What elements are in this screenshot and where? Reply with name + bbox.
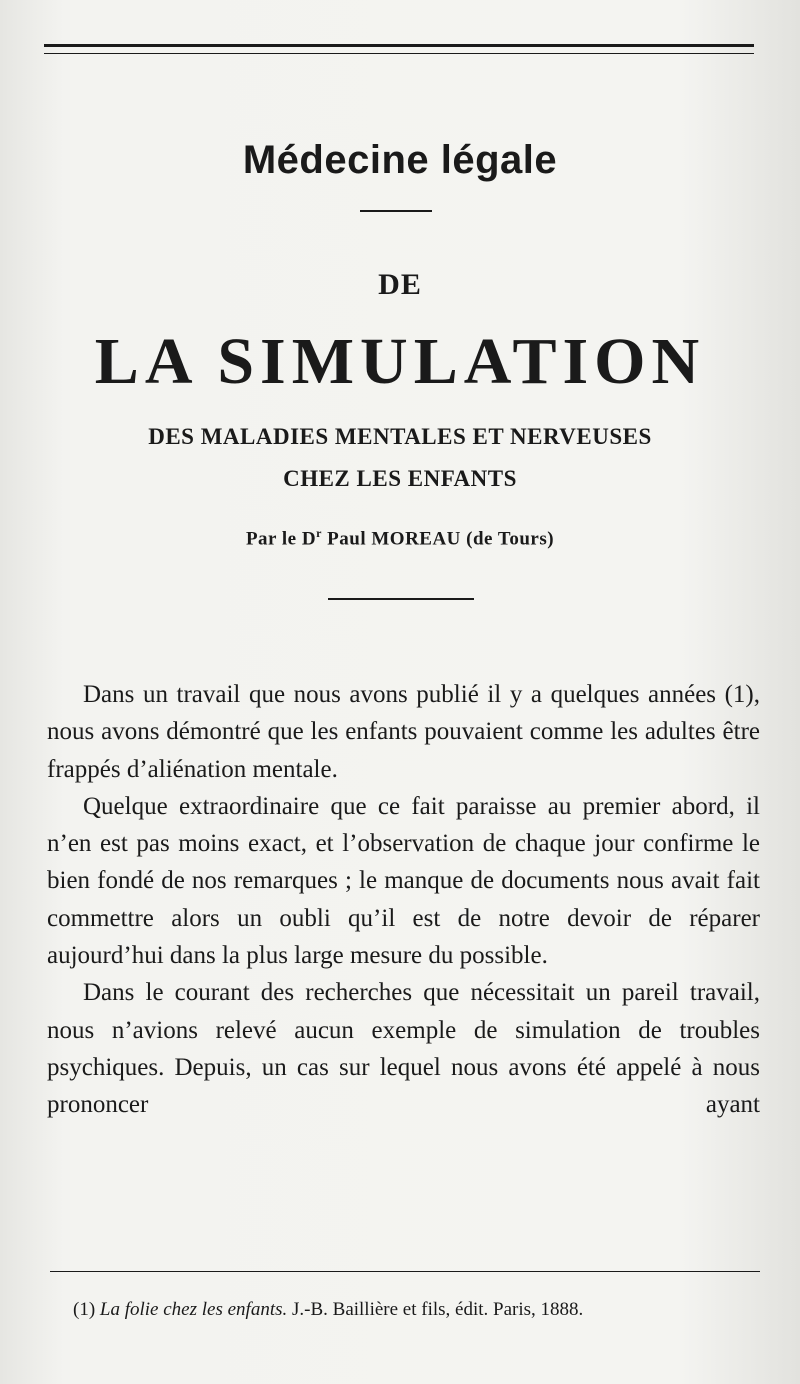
byline-superscript: r: [316, 526, 322, 540]
header-double-rule: [44, 44, 754, 54]
footnote-rule: [50, 1271, 760, 1272]
main-title: LA SIMULATION: [94, 325, 706, 398]
byline-prefix: Par le D: [245, 528, 317, 550]
subtitle-line-2: CHEZ LES ENFANTS: [283, 466, 517, 491]
footnote: [51, 1297, 761, 1323]
article-body: [47, 676, 760, 1124]
author-byline: [0, 526, 800, 550]
title-connector: DE: [378, 268, 422, 301]
byline-author: Paul MOREAU (de Tours): [321, 528, 555, 550]
title-separator-rule: [360, 210, 432, 212]
byline-separator-rule: [328, 598, 474, 600]
paragraph: Dans un travail que nous avons publié il y a quelques années (1), nous avons démontré que les enfants pouvaient comme les adultes être frappés d’aliénation mentale.: [47, 681, 760, 783]
running-head-shadow: [40, 4, 760, 21]
footnote-publisher: J.-B. Baillière et fils, édit. Paris, 1888.: [287, 1299, 584, 1320]
paragraph: Dans le courant des recherches que nécessitait un pareil travail, nous n’avions relevé aucun exemple de simulation de troubles psychiques. Depuis, un cas sur lequel nous avons été appelé à nous prononcer ayant: [47, 979, 760, 1119]
subtitle-line-1: DES MALADIES MENTALES ET NERVEUSES: [148, 424, 652, 449]
section-title: Médecine légale: [242, 138, 558, 182]
footnote-book-title: La folie chez les enfants.: [99, 1299, 288, 1320]
footnote-marker: (1): [73, 1299, 96, 1320]
paragraph: Quelque extraordinaire que ce fait paraisse au premier abord, il n’en est pas moins exact, et l’observation de chaque jour confirme le bien fondé de nos remarques ; le manque de documents nous avait fait commettre alors un oubli qu’il est de notre devoir de réparer aujourd’hui dans la plus large mesure du possible.: [47, 792, 760, 970]
